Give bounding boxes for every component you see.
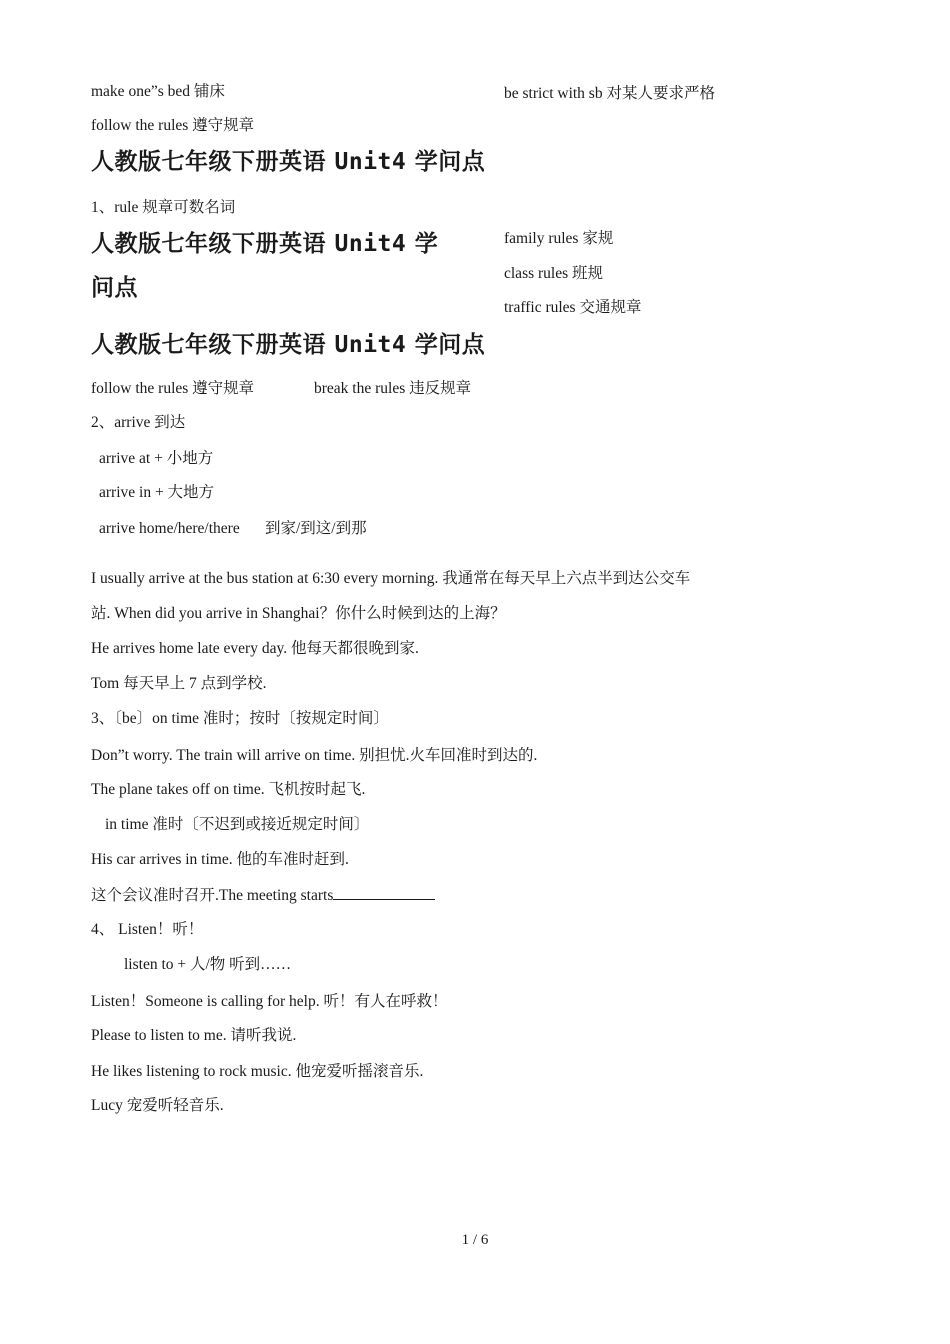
- example-listen-2: Please to listen to me. 请听我说.: [91, 1027, 297, 1044]
- example-arrive-1: I usually arrive at the bus station at 6:30 every morning. 我通常在每天早上六点半到达公交车: [91, 570, 691, 587]
- section-3-title: 3、〔be〕on time 准时；按时〔按规定时间〕: [91, 710, 389, 727]
- example-arrive-1-continued: 站. When did you arrive in Shanghai？你什么时候到达的上海？: [91, 605, 506, 622]
- page-number: 1 / 6: [461, 1232, 489, 1248]
- section-1-title: 1、rule 规章可数名词: [91, 199, 236, 216]
- document-heading-repeat: 人教版七年级下册英语 Unit4 学问点: [91, 332, 486, 358]
- example-arrive-3: Tom 每天早上 7 点到学校.: [91, 675, 267, 692]
- answer-blank[interactable]: [333, 885, 435, 900]
- example-on-time-2: The plane takes off on time. 飞机按时起飞.: [91, 781, 366, 798]
- phrase-arrive-at: arrive at + 小地方: [99, 450, 214, 467]
- example-in-time: His car arrives in time. 他的车准时赶到.: [91, 851, 349, 868]
- phrase-follow-rules-2: follow the rules 遵守规章: [91, 380, 255, 397]
- section-2-title: 2、arrive 到达: [91, 414, 186, 431]
- phrase-follow-rules: follow the rules 遵守规章: [91, 117, 255, 134]
- document-heading-wrapped-line-2: 问点: [91, 275, 138, 301]
- phrase-in-time: in time 准时〔不迟到或接近规定时间〕: [105, 816, 370, 833]
- phrase-be-strict: be strict with sb 对某人要求严格: [504, 85, 715, 102]
- example-listen-1: Listen！Someone is calling for help. 听！有人在呼救！: [91, 993, 448, 1010]
- phrase-class-rules: class rules 班规: [504, 265, 604, 282]
- phrase-traffic-rules: traffic rules 交通规章: [504, 299, 642, 316]
- phrase-listen-to: listen to + 人/物 听到……: [124, 956, 292, 973]
- exercise-meeting-text: 这个会议准时召开.The meeting starts: [91, 887, 334, 904]
- example-on-time-1: Don”t worry. The train will arrive on time. 别担忧.火车回准时到达的.: [91, 747, 538, 764]
- phrase-arrive-in: arrive in + 大地方: [99, 484, 215, 501]
- phrase-arrive-home-translation: 到家/到这/到那: [265, 520, 367, 537]
- document-heading: 人教版七年级下册英语 Unit4 学问点: [91, 149, 486, 175]
- phrase-break-rules: break the rules 违反规章: [314, 380, 472, 397]
- example-listen-4: Lucy 宠爱听轻音乐.: [91, 1097, 224, 1114]
- document-heading-wrapped-line-1: 人教版七年级下册英语 Unit4 学: [91, 231, 439, 257]
- section-4-title: 4、 Listen！听！: [91, 921, 204, 938]
- example-listen-3: He likes listening to rock music. 他宠爱听摇滚音乐.: [91, 1063, 424, 1080]
- phrase-make-bed: make one”s bed 铺床: [91, 83, 225, 100]
- exercise-meeting: [91, 885, 435, 906]
- phrase-family-rules: family rules 家规: [504, 230, 614, 247]
- phrase-arrive-home: arrive home/here/there: [99, 520, 240, 537]
- example-arrive-2: He arrives home late every day. 他每天都很晚到家.: [91, 640, 419, 657]
